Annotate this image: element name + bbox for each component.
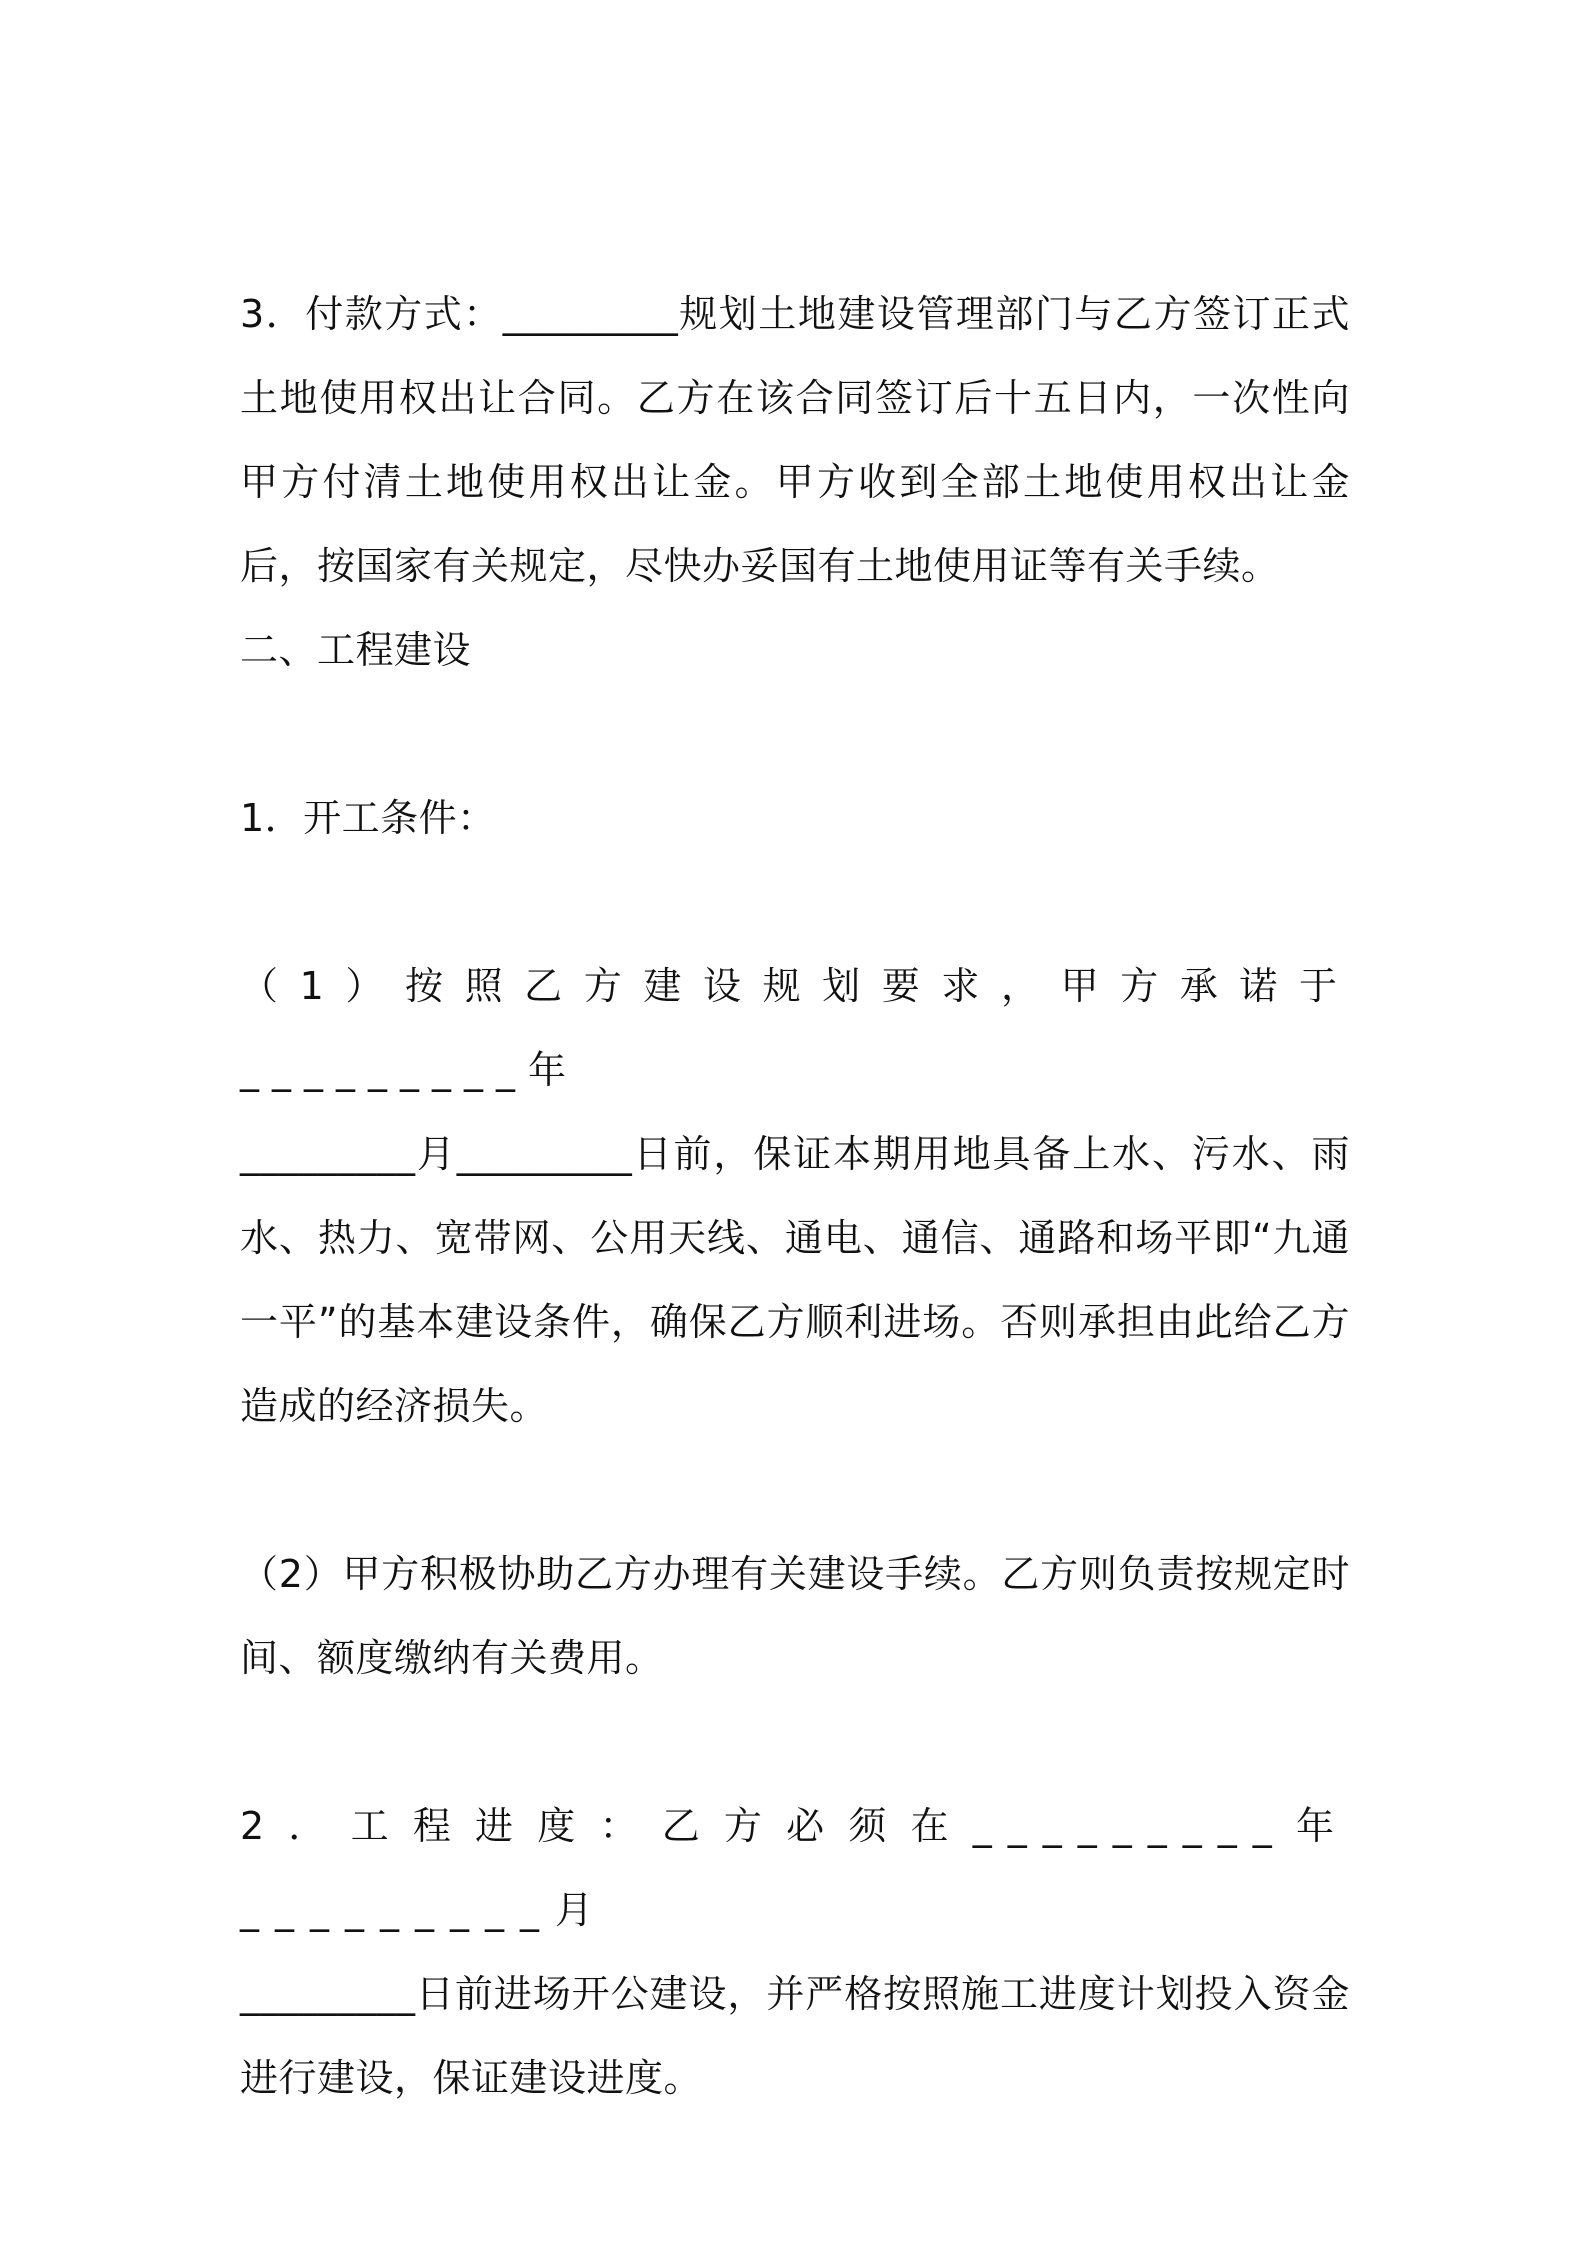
- item-progress-body: _________日前进场开公建设，并严格按照施工进度计划投入资金进行建设，保证建设进度。: [240, 1972, 1350, 2100]
- sub-item-1-line1: （1）按照乙方建设规划要求，甲方承诺于_________年: [240, 964, 1350, 1092]
- section-heading-construction: 二、工程建设: [240, 628, 472, 672]
- sub-item-2: （2）甲方积极协助乙方办理有关建设手续。乙方则负责按规定时间、额度缴纳有关费用。: [240, 1552, 1350, 1680]
- paragraph-payment-method: 3．付款方式：_________规划土地建设管理部门与乙方签订正式土地使用权出让合同。乙方在该合同签订后十五日内，一次性向甲方付清土地使用权出让金。甲方收到全部土地使用权出让金后，按国家有关规定，尽快办妥国有土地使用证等有关手续。: [240, 292, 1350, 588]
- item-progress: [240, 1784, 1350, 2120]
- item-start-conditions: 1．开工条件：: [240, 796, 496, 840]
- sub-item-1: [240, 944, 1350, 1448]
- document-body: [240, 272, 1350, 2120]
- sub-item-1-body: _________月_________日前，保证本期用地具备上水、污水、雨水、热力、宽带网、公用天线、通电、通信、通路和场平即“九通一平”的基本建设条件，确保乙方顺利进场。否则承担由此给乙方造成的经济损失。: [240, 1132, 1350, 1428]
- item-progress-line1: 2．工程进度：乙方必须在_________年_________月: [240, 1804, 1350, 1932]
